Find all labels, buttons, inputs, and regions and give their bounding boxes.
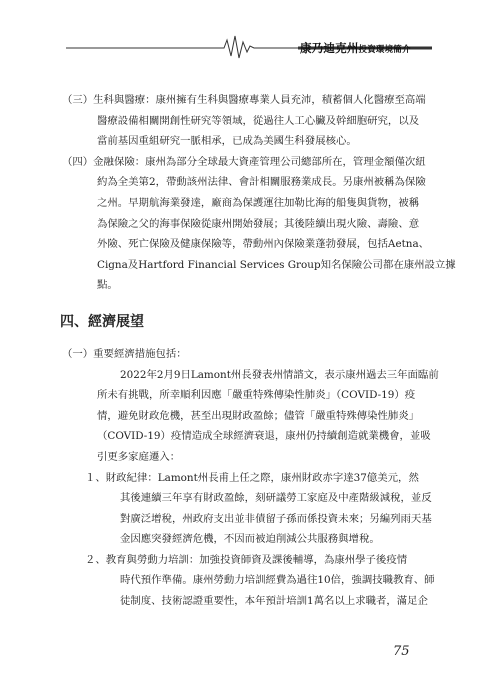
text-line: （四）金融保險：康州為部分全球最大資產管理公司總部所在，管理金額僅次紐 bbox=[62, 155, 426, 168]
text-line: 點。 bbox=[97, 279, 118, 292]
text-line: 對廣泛增稅，州政府支出並非債留子孫而係投資未來；另編列雨天基 bbox=[120, 512, 432, 525]
text-line: 徒制度、技術認證重要性，本年預計培訓1萬名以上求職者，滿足企 bbox=[120, 595, 428, 608]
section-heading: 四、經濟展望 bbox=[60, 313, 144, 330]
text-line: 金因應突發經濟危機，不因而被迫削減公共服務與增稅。 bbox=[120, 533, 380, 546]
page-body bbox=[60, 90, 456, 612]
text-line: 引更多家庭遷入： bbox=[97, 450, 181, 463]
text-line: 其後連續三年享有財政盈餘，刻研議勞工家庭及中產階級減稅，並反 bbox=[120, 492, 432, 505]
header-title bbox=[300, 40, 411, 56]
text-line: （一）重要經濟措施包括： bbox=[62, 347, 187, 360]
text-line: 2022年2月9日Lamont州長發表州情諮文，表示康州過去三年面臨前 bbox=[120, 368, 439, 381]
text-line: 當前基因重組研究一脈相承，已成為美國生科發展核心。 bbox=[97, 135, 357, 148]
text-line: Cigna及Hartford Financial Services Group知名保險公司都在康州設立據 bbox=[97, 258, 456, 271]
text-line: 所未有挑戰，所幸順利因應「嚴重特殊傳染性肺炎」（COVID-19）疫 bbox=[97, 389, 416, 402]
text-line: （三）生科與醫療：康州擁有生科與醫療專業人員充沛，積蓄個人化醫療至高端 bbox=[62, 94, 426, 106]
text-line: 醫療設備相關開創性研究等領域，從過往人工心臟及幹細胞研究，以及 bbox=[97, 114, 420, 127]
header-title-main: 康乃迪克州 bbox=[300, 41, 359, 55]
text-line: １、財政紀律：Lamont州長甫上任之際，康州財政赤字達37億美元，然 bbox=[85, 471, 419, 484]
text-line: 情，避免財政危機，甚至出現財政盈餘；儘管「嚴重特殊傳染性肺炎」 bbox=[97, 409, 420, 422]
page-header bbox=[0, 0, 480, 70]
text-line: 為保險之父的海事保險從康州開始發展；其後陸續出現火險、壽險、意 bbox=[97, 217, 420, 230]
text-line: （COVID-19）疫情造成全球經濟衰退，康州仍持續創造就業機會，並吸 bbox=[97, 430, 431, 443]
page-number: 75 bbox=[393, 644, 410, 659]
header-ornament bbox=[0, 0, 480, 70]
text-line: 時代預作準備。康州勞動力培訓經費為過往10倍，強調技職教育、師 bbox=[120, 574, 435, 587]
header-title-sub: 投資環境簡介 bbox=[358, 45, 411, 55]
text-line: 之州。早期航海業發達，廠商為保護運往加勒比海的船隻與貨物，被稱 bbox=[97, 196, 420, 209]
text-line: 約為全美第2，帶動該州法律、會計相關服務業成長。另康州被稱為保險 bbox=[97, 176, 426, 189]
text-line: 外險、死亡保險及健康保險等，帶動州內保險業蓬勃發展，包括Aetna、 bbox=[97, 238, 430, 251]
text-line: ２、教育與勞動力培訓：加強投資師資及課後輔導，為康州學子後疫情 bbox=[85, 553, 408, 566]
